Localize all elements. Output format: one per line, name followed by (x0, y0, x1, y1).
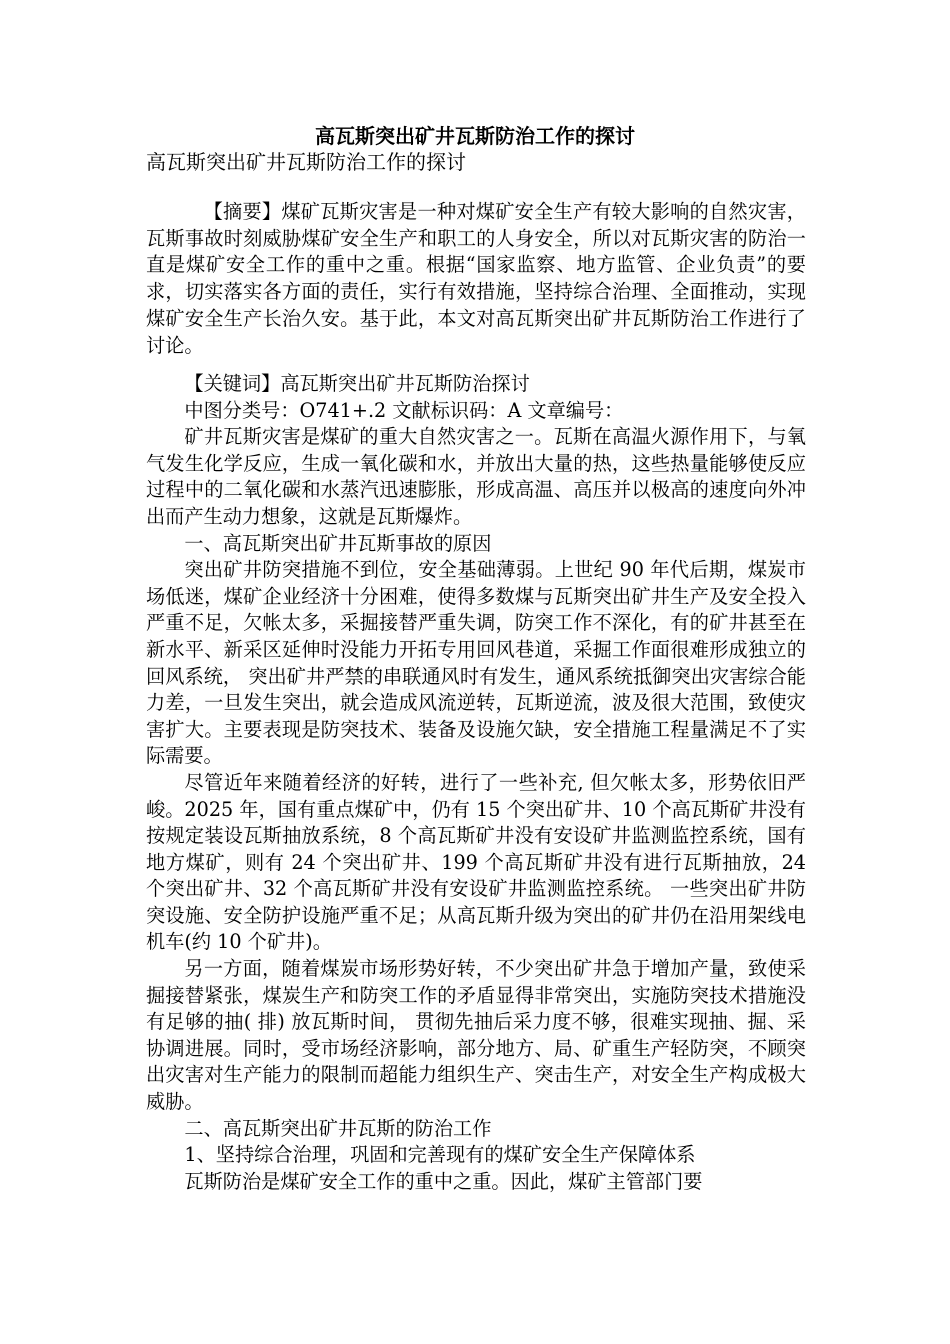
abstract-paragraph: 【摘要】煤矿瓦斯灾害是一种对煤矿安全生产有较大影响的自然灾害，瓦斯事故时刻威胁煤矿安全生产和职工的人身安全，所以对瓦斯灾害的防治一直是煤矿安全工作的重中之重。根据“国家监察、地方监管、企业负责”的要求，切实落实各方面的责任，实行有效措施，坚持综合治理、全面推动，实现煤矿安全生产长治久安。基于此，本文对高瓦斯突出矿井瓦斯防治工作进行了讨论。 (146, 200, 806, 357)
body-paragraph: 矿井瓦斯灾害是煤矿的重大自然灾害之一。瓦斯在高温火源作用下，与氧气发生化学反应，生成一氧化碳和水，并放出大量的热，这些热量能够使反应过程中的二氧化碳和水蒸汽迅速膨胀，形成高温、高压并以极高的速度向外冲出而产生动力想象，这就是瓦斯爆炸。 (146, 425, 806, 528)
body-paragraph: 瓦斯防治是煤矿安全工作的重中之重。因此，煤矿主管部门要 (184, 1169, 703, 1193)
classification-line: 中图分类号：O741+.2 文献标识码：A 文章编号： (184, 398, 624, 422)
body-paragraph: 突出矿井防突措施不到位，安全基础薄弱。上世纪 90 年代后期，煤炭市场低迷，煤矿企业经济十分困难，使得多数煤与瓦斯突出矿井生产及安全投入严重不足，欠帐太多，采掘接替严重失调，防突工作不深化，有的矿井甚至在新水平、新采区延伸时没能力开拓专用回风巷道，采掘工作面很难形成独立的回风系统， 突出矿井严禁的串联通风时有发生，通风系统抵御突出灾害综合能力差，一旦发生突出，就会造成风流逆转，瓦斯逆流，波及很大范围，致使灾害扩大。主要表现是防突技术、装备及设施欠缺，安全措施工程量满足不了实际需要。 (146, 558, 806, 768)
body-paragraph: 另一方面，随着煤炭市场形势好转，不少突出矿井急于增加产量，致使采掘接替紧张，煤炭生产和防突工作的矛盾显得非常突出，实施防突技术措施没有足够的抽( 排) 放瓦斯时间， 贯彻先抽后采力度不够，很难实现抽、掘、采协调进展。同时，受市场经济影响，部分地方、局、矿重生产轻防突，不顾突出灾害对生产能力的限制而超能力组织生产、突击生产，对安全生产构成极大威胁。 (146, 957, 806, 1114)
section-heading: 二、高瓦斯突出矿井瓦斯的防治工作 (184, 1116, 492, 1140)
keywords-line: 【关键词】高瓦斯突出矿井瓦斯防治探讨 (184, 372, 530, 395)
document-subtitle: 高瓦斯突出矿井瓦斯防治工作的探讨 (146, 150, 466, 174)
section-heading: 一、高瓦斯突出矿井瓦斯事故的原因 (184, 531, 492, 555)
document-title: 高瓦斯突出矿井瓦斯防治工作的探讨 (315, 124, 635, 148)
abstract-section (146, 199, 806, 359)
subsection-heading: 1、坚持综合治理，巩固和完善现有的煤矿安全生产保障体系 (184, 1143, 696, 1167)
body-section (146, 371, 806, 1195)
body-paragraph: 尽管近年来随着经济的好转，进行了一些补充, 但欠帐太多，形势依旧严峻。2025 年，国有重点煤矿中，仍有 15 个突出矿井、10 个高瓦斯矿井没有按规定装设瓦斯抽放系统，8 个高瓦斯矿井没有安设矿井监测监控系统，国有地方煤矿，则有 24 个突出矿井、199 个高瓦斯矿井没有进行瓦斯抽放，24 个突出矿井、32 个高瓦斯矿井没有安设矿井监测监控系统。 一些突出矿井防突设施、安全防护设施严重不足；从高瓦斯升级为突出的矿井仍在沿用架线电机车(约 10 个矿井)。 (146, 770, 806, 954)
